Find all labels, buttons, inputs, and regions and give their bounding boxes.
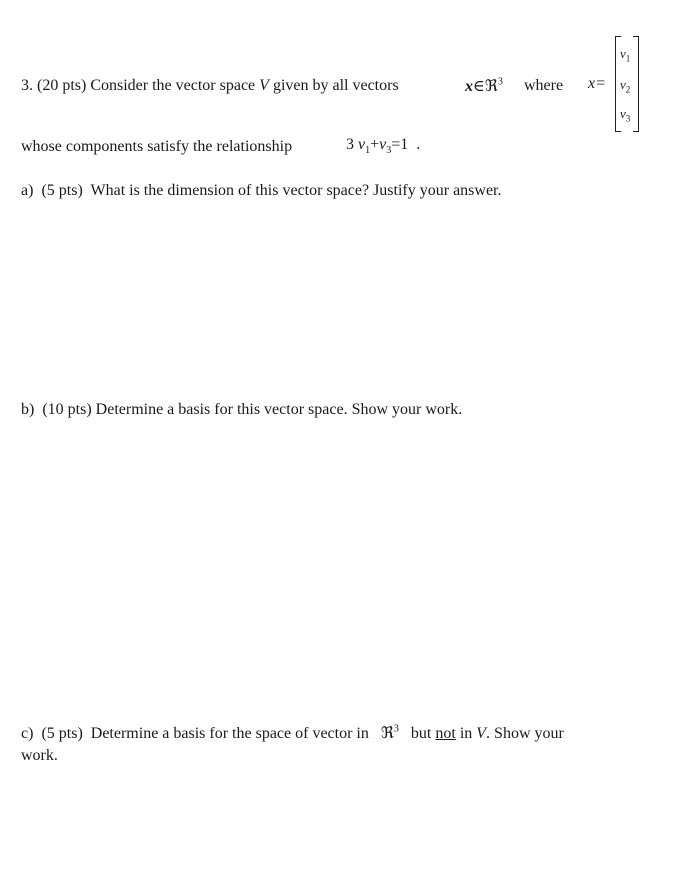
part-b-label: b) (21, 401, 35, 418)
part-c-text: Determine a basis for the space of vector in (90, 725, 369, 742)
reals-symbol: ℜ (484, 78, 498, 95)
part-a (21, 182, 502, 200)
part-a-points: (5 pts) (41, 182, 83, 199)
part-c-after: . Show your (486, 725, 564, 742)
problem-given: given by all vectors (272, 77, 399, 94)
part-c-in: in (459, 725, 473, 742)
problem-points: (20 pts) (37, 77, 87, 94)
reals-dimension: 3 (497, 76, 503, 88)
part-a-text: What is the dimension of this vector space? Justify your answer. (90, 182, 502, 199)
column-vector (615, 36, 639, 132)
problem-number: 3. (21, 77, 33, 94)
part-b (21, 401, 462, 419)
vector-entry-3: $v_3$ (620, 106, 631, 124)
part-c-label: c) (21, 725, 34, 742)
vector-entry-1: $v_1$ (620, 46, 631, 64)
relation-intro: whose components satisfy the relationship (21, 138, 293, 155)
vector-entry-2: $v_2$ (620, 77, 631, 95)
relation-equation: 3 $v_1+v_3=1$ . (346, 136, 421, 157)
right-bracket (633, 36, 639, 132)
problem-intro: Consider the vector space (90, 77, 256, 94)
part-c-but: but (410, 725, 432, 742)
relation-coef: 3 (346, 136, 354, 153)
vector-x: x (465, 78, 473, 95)
part-c-line2: work. (21, 747, 58, 764)
part-b-text: Determine a basis for this vector space. Show your work. (95, 401, 463, 418)
space-name: V (259, 77, 269, 94)
part-c-reals: ℜ$^3$ (380, 723, 399, 742)
matrix-lhs: x= (588, 75, 606, 92)
part-c-line1 (21, 723, 564, 743)
part-c-space-name: V (476, 725, 487, 742)
part-c-not: not (435, 725, 456, 742)
part-c-points: (5 pts) (41, 725, 83, 742)
part-b-points: (10 pts) (42, 401, 92, 418)
set-membership (465, 76, 503, 96)
element-of-symbol: ∈ (473, 78, 485, 95)
problem-statement-line1 (21, 77, 399, 95)
part-a-label: a) (21, 182, 34, 199)
where-text: where (524, 77, 564, 94)
